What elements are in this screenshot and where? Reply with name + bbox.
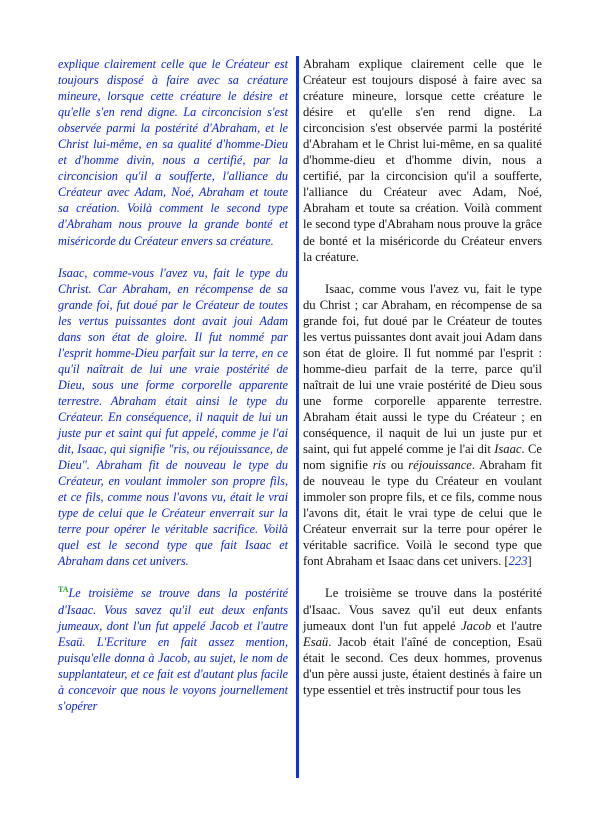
emphasis-rejouissance: réjouissance <box>408 458 472 473</box>
right-paragraph-3 <box>303 585 542 697</box>
column-divider <box>296 56 299 778</box>
text-run: . Jacob était l'aîné de conception, Esaü était le second. Ces deux hommes, provenus d'un père aussi juste, étaient destinés à faire un type essentiel et très instructif pour tous les <box>303 634 542 697</box>
right-column-text <box>303 56 542 698</box>
text-run: . Abraham fit de nouveau le type du Créateur en voulant immoler son propre fils, et ce fils, comme nous l'avons dit, était le vrai type de celui que le Créateur enverrait sur la terre pour opérer le véritable sacrifice. Voilà le second type que font Abraham et Isaac dans cet univers. [ <box>303 458 542 569</box>
right-paragraph-1: Abraham explique clairement celle que le Créateur est toujours disposé à faire avec sa créature mineure, lorsque cette créature le désire et qu'elle s'en rend digne. La circoncision s'est observée parmi la postérité d'Abraham et le Christ lui-même, en sa qualité d'homme-dieu et d'homme divin, nous a certifié, par la circoncision qu'il a soufferte, l'alliance du Créateur avec Adam, Noé, Abraham et toute sa création. Voilà comment le second type d'Abraham nous prouve la grâce de bonté et la miséricorde du Créateur envers la créature. <box>303 57 542 264</box>
left-paragraph-3 <box>58 585 288 713</box>
left-column-italic-text <box>58 56 288 714</box>
left-paragraph-2: Isaac, comme-vous l'avez vu, fait le type du Christ. Car Abraham, en récompense de sa grande foi, fut doué par le Créateur de toutes les vertus puissantes dont avait joui Adam dans son état de gloire. Il fut nommé par l'esprit homme-Dieu parfait sur la terre, en ce qu'il naîtrait de lui une vraie postérité de Dieu, sous une forme corporelle apparente terrestre. Abraham était ainsi le type du Créateur. En conséquence, il naquit de lui un juste pur et saint qui fut appelé, comme je l'ai dit, Isaac, qui signifie "ris, ou réjouissance, de Dieu". Abraham fit de nouveau le type du Créateur, en voulant immoler son propre fils, et ce fils, comme nous l'avons vu, était le vrai type de celui que le Créateur enverrait sur la terre pour opérer le véritable sacrifice. Voilà quel est le second type que fait Isaac et Abraham dans cet univers. <box>58 265 288 569</box>
emphasis-jacob: Jacob <box>461 618 492 633</box>
text-run: et l'autre <box>491 618 542 633</box>
text-run: Isaac, comme vous l'avez vu, fait le type du Christ ; car Abraham, en récompense de sa grande foi, fut doué par le Créateur de toutes les vertus puissantes dont avait joui Adam dans son état de gloire. Il fut nommé par l'esprit : homme-dieu parfait de la terre, parce qu'il naîtrait de lui une vraie postérité de Dieu sous une forme corporelle apparente terrestre. Abraham était aussi le type du Créateur ; en conséquence, il naquit de lui un juste pur et saint, qui fut appelé comme je l'ai dit <box>303 281 542 457</box>
right-paragraph-2 <box>303 281 542 570</box>
left-paragraph-1: explique clairement celle que le Créateur est toujours disposé à faire avec sa créature mineure, lorsque cette créature le désire et qu'elle s'en rend digne. La circoncision s'est observée parmi la postérité d'Abraham, et le Christ lui-même, en sa qualité d'homme-Dieu et d'homme divin, nous a certifié, par la circoncision qu'il a soufferte, l'alliance du Créateur avec Adam, Noé, Abraham et toute sa création. Voilà comment le second type d'Abraham nous prouve la grande bonté et miséricorde du Créateur envers sa créature. <box>58 57 288 248</box>
emphasis-esau: Esaü <box>303 634 329 649</box>
text-run: ou <box>386 458 409 473</box>
left-paragraph-3-text: Le troisième se trouve dans la postérité d'Isaac. Vous savez qu'il eut deux enfants jumeaux, dont l'un fut appelé Jacob et l'autre Esaü. L'Ecriture en fait assez mention, puisqu'elle donna à Jacob, au sujet, le nom de supplantateur, et ce fait est d'autant plus facile à concevoir que nous le voyons journellement s'opérer <box>58 586 288 713</box>
text-run: Le troisième se trouve dans la postérité d'Isaac. Vous savez qu'il eut deux enfants jumeaux dont l'un fut appelé <box>303 586 542 633</box>
ta-marker: TA <box>58 585 69 595</box>
text-run: . Ce nom signifie <box>303 442 542 473</box>
text-run: ] <box>527 554 532 569</box>
page-reference-link[interactable]: 223 <box>508 554 528 569</box>
emphasis-isaac: Isaac <box>494 442 522 457</box>
document-page <box>58 56 542 776</box>
emphasis-ris: ris <box>372 458 387 473</box>
